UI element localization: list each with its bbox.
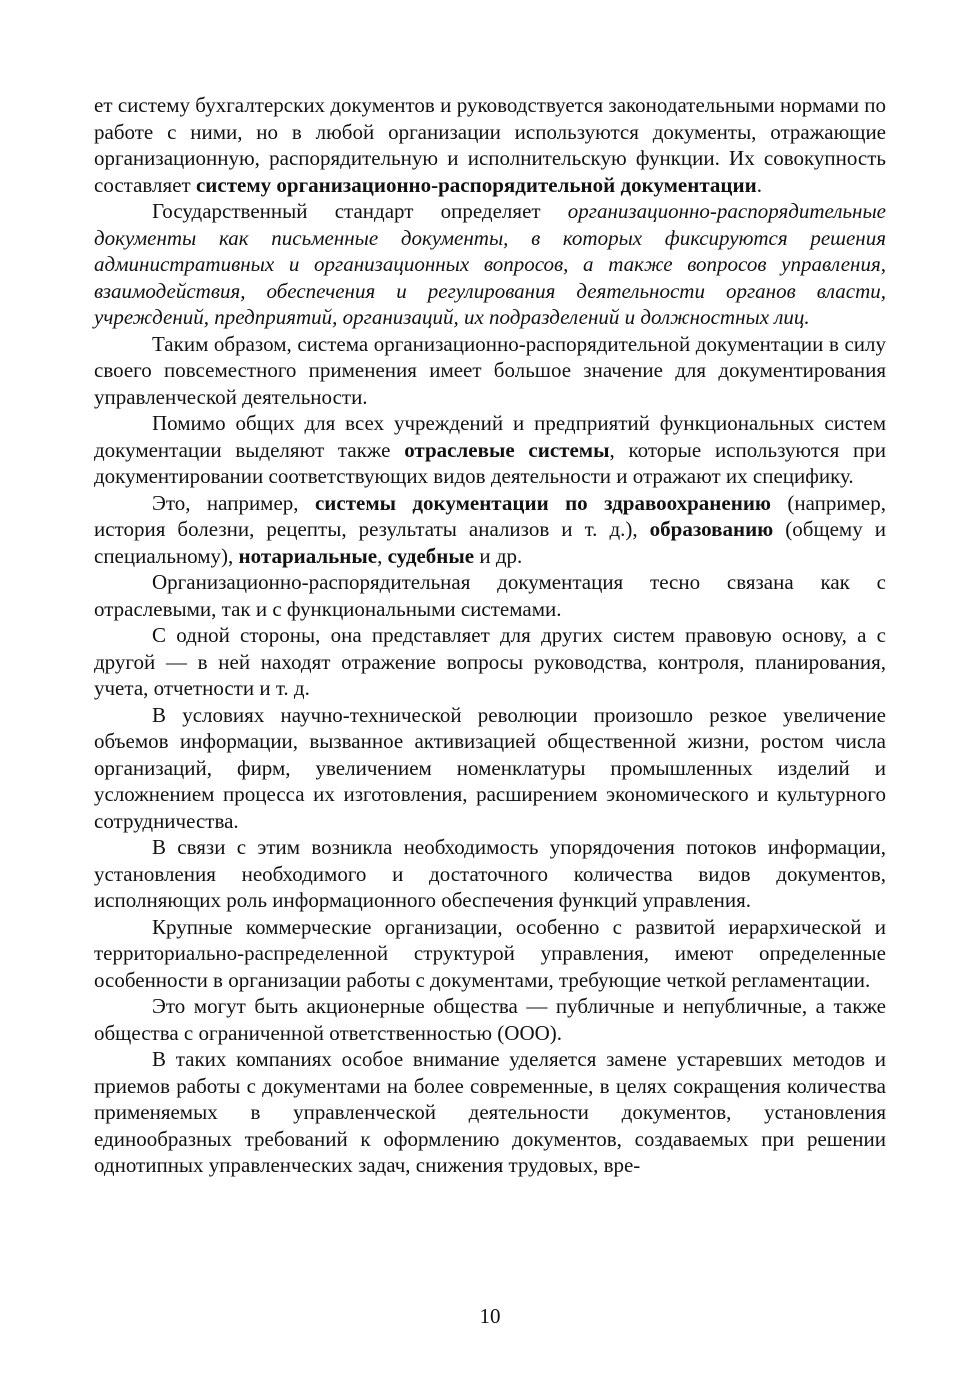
text-run: С одной стороны, она представляет для других систем правовую основу, а с другой — в ней находят отражение вопросы руководства, контроля, планирования, учета, отчетности и т. д.	[94, 623, 886, 700]
paragraph	[94, 622, 886, 702]
text-run: Государственный стандарт определяет	[152, 199, 568, 223]
text-run: Помимо общих для всех учреждений и предприятий функциональных систем документации выделяют также	[94, 411, 886, 462]
text-run: В условиях научно-технической революции произошло резкое увеличение объемов информации, вызванное активизацией общественной жизни, ростом числа организаций, фирм, увеличением номенклатуры промышленных изделий и усложнением процесса их изготовления, расширением экономического и культурного сотрудничества.	[94, 702, 886, 833]
paragraph	[94, 92, 886, 198]
paragraph	[94, 410, 886, 490]
paragraph	[94, 834, 886, 914]
text-run: и др.	[474, 543, 523, 568]
paragraph	[94, 490, 886, 570]
page-body	[94, 92, 886, 1179]
paragraph	[94, 914, 886, 994]
text-run: Крупные коммерческие организации, особенно с развитой иерархической и территориально-распределенной структурой управления, имеют определенные особенности в организации работы с документами, требующие четкой регламентации.	[94, 914, 886, 992]
text-run: В связи с этим возникла необходимость упорядочения потоков информации, установления необходимого и достаточного количества видов документов, исполняющих роль информационного обеспечения функций управления.	[94, 835, 886, 912]
text-run: В таких компаниях особое внимание уделяется замене устаревших методов и приемов работы с документами на более современные, в целях сокращения количества применяемых в управленческой деятельности документов, установления единообразных требований к оформлению документов, создаваемых при решении однотипных управленческих задач, снижения трудовых, вре-	[94, 1047, 886, 1177]
bold-term: судебные	[387, 543, 475, 568]
text-run: , которые используются при документировании соответствующих видов деятельности и отражают их специфику.	[94, 437, 886, 488]
bold-term: систему организационно-распорядительной документации	[195, 172, 757, 197]
paragraph	[94, 331, 886, 411]
text-run: .	[756, 172, 762, 197]
paragraph	[94, 198, 886, 331]
paragraph	[94, 1046, 886, 1179]
italic-definition: организационно-распорядительные документы как письменные документы, в которых фиксируются решения административных и организационных вопросов, а также вопросов управления, взаимодействия, обеспечения и регулирования деятельности органов власти, учреждений, предприятий, организаций, их подразделений и должностных лиц.	[94, 199, 886, 329]
text-run: Это могут быть акционерные общества — публичные и непубличные, а также общества с ограниченной ответственностью (ООО).	[94, 994, 886, 1045]
text-run: Таким образом, система организационно-распорядительной документации в силу своего повсеместного применения имеет большое значение для документирования управленческой деятельности.	[94, 331, 886, 409]
paragraph	[94, 569, 886, 622]
text-run: Это, например,	[152, 490, 315, 515]
text-run: (общему и специальному),	[94, 517, 886, 568]
text-run: (например, история болезни, рецепты, результаты анализов и т. д.),	[94, 490, 886, 541]
bold-term: системы документации по здравоохранению	[314, 490, 771, 515]
text-run: Организационно-распорядительная документация тесно связана как с отраслевыми, так и с функциональными системами.	[94, 570, 886, 621]
bold-term: отраслевые системы	[404, 437, 610, 462]
paragraph	[94, 993, 886, 1046]
text-run: ,	[377, 543, 388, 568]
bold-term: образованию	[649, 517, 774, 541]
page-number: 10	[479, 1304, 501, 1328]
paragraph	[94, 702, 886, 835]
bold-term: нотариальные	[238, 543, 378, 568]
text-run: ет систему бухгалтерских документов и руководствуется законодательными нормами по работе с ними, но в любой организации используются документы, отражающие организационную, распорядительную и исполнительскую функции. Их совокупность составляет	[94, 93, 886, 197]
